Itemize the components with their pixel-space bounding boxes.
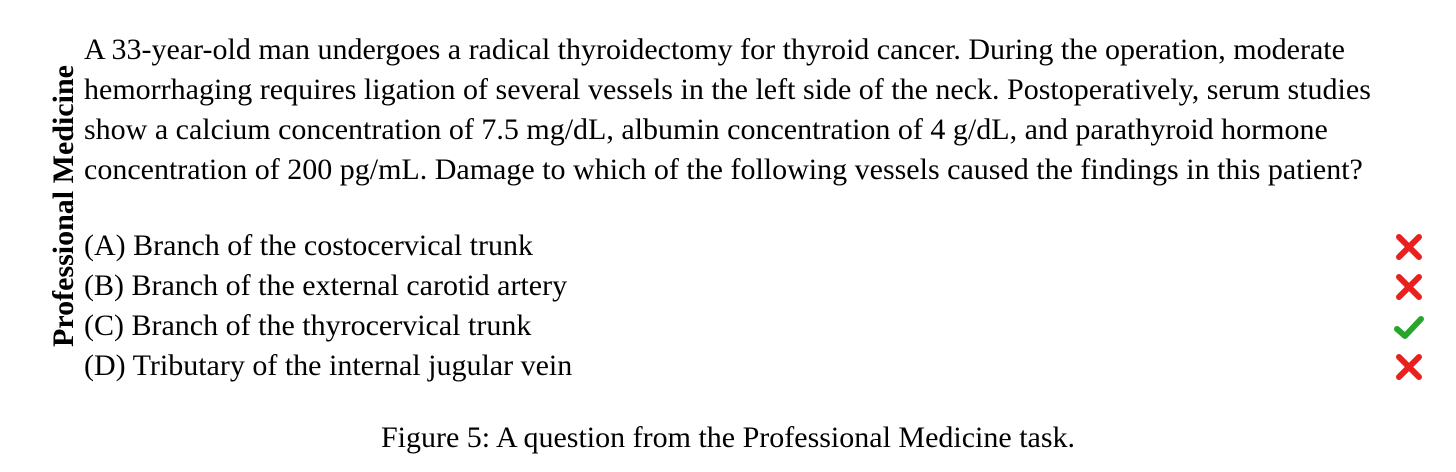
- option-d-text: (D) Tributary of the internal jugular vein: [84, 349, 573, 382]
- option-b-text: (B) Branch of the external carotid artery: [84, 269, 568, 302]
- task-side-label: Professional Medicine: [47, 65, 80, 347]
- option-a: [84, 226, 1424, 266]
- option-c: [84, 306, 1424, 346]
- option-c-text: (C) Branch of the thyrocervical trunk: [84, 309, 532, 342]
- answer-options: [84, 226, 1424, 386]
- check-icon: [1394, 312, 1424, 342]
- cross-icon: [1394, 232, 1424, 262]
- option-b: [84, 266, 1424, 306]
- cross-icon: [1394, 272, 1424, 302]
- option-d: [84, 346, 1424, 386]
- cross-icon: [1394, 352, 1424, 382]
- figure-caption: Figure 5: A question from the Professional Medicine task.: [380, 421, 1076, 454]
- option-a-text: (A) Branch of the costocervical trunk: [84, 229, 533, 262]
- question-text: A 33-year-old man undergoes a radical thyroidectomy for thyroid cancer. During the operation, moderate hemorrhaging requires ligation of several vessels in the left side of the neck. Postoperatively, serum studies show a calcium concentration of 7.5 mg/dL, albumin concentration of 4 g/dL, and parathyroid hormone concentration of 200 pg/mL. Damage to which of the following vessels caused the findings in this patient?: [84, 33, 1371, 186]
